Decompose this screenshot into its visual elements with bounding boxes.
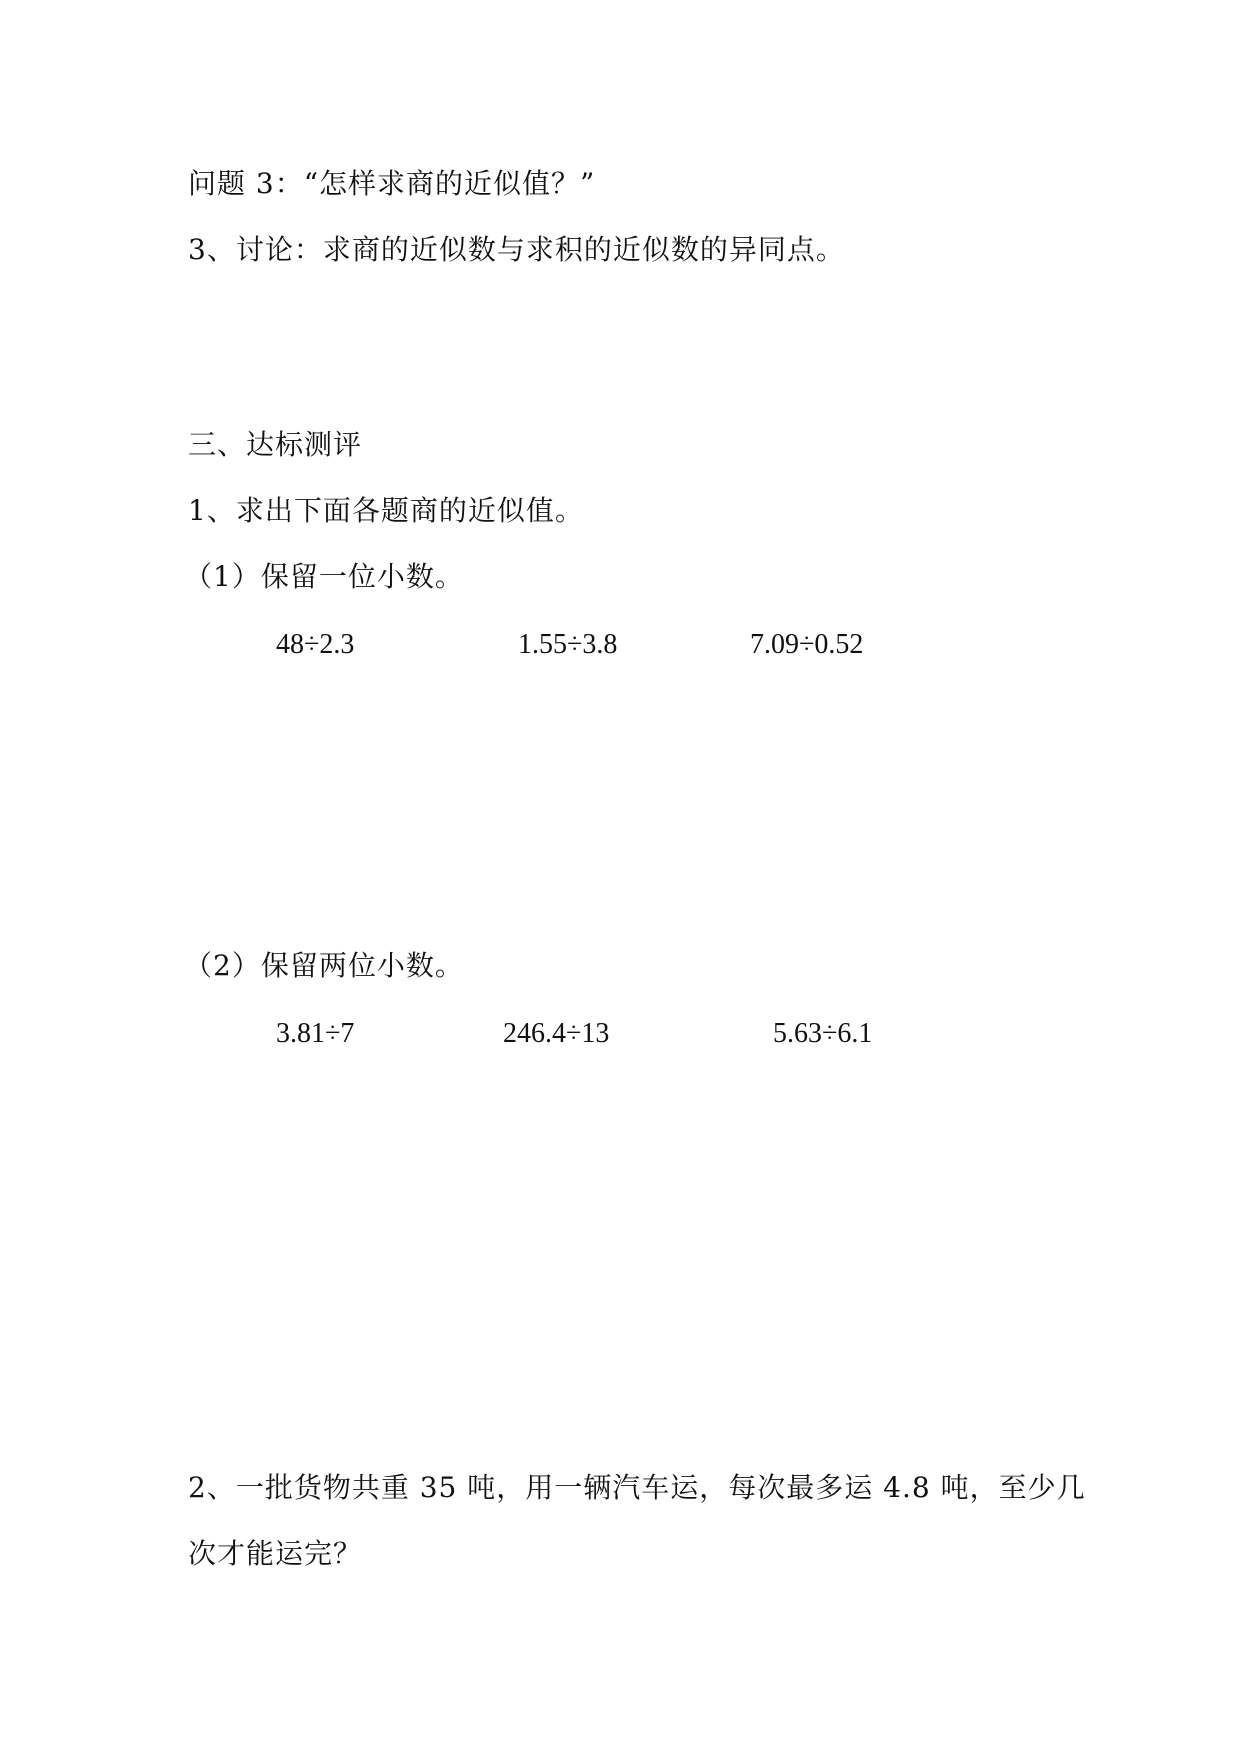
expression: 3.81÷7 (276, 1018, 355, 1049)
expression: 1.55÷3.8 (518, 629, 618, 660)
expression: 7.09÷0.52 (750, 629, 864, 660)
expression: 246.4÷13 (503, 1018, 610, 1049)
question-3: 问题 3：“怎样求商的近似值？” (188, 167, 596, 200)
discussion-item: 3、讨论：求商的近似数与求积的近似数的异同点。 (188, 233, 845, 266)
task-2-line-2: 次才能运完？ (188, 1537, 363, 1570)
expression: 48÷2.3 (276, 629, 355, 660)
part-2-instruction: （2）保留两位小数。 (184, 949, 464, 982)
part-1-instruction: （1）保留一位小数。 (184, 560, 464, 593)
task-2-line-1: 2、一批货物共重 35 吨，用一辆汽车运，每次最多运 4.8 吨，至少几 (188, 1471, 1086, 1504)
task-1: 1、求出下面各题商的近似值。 (188, 494, 584, 527)
section-heading: 三、达标测评 (188, 428, 363, 461)
expression: 5.63÷6.1 (773, 1018, 873, 1049)
